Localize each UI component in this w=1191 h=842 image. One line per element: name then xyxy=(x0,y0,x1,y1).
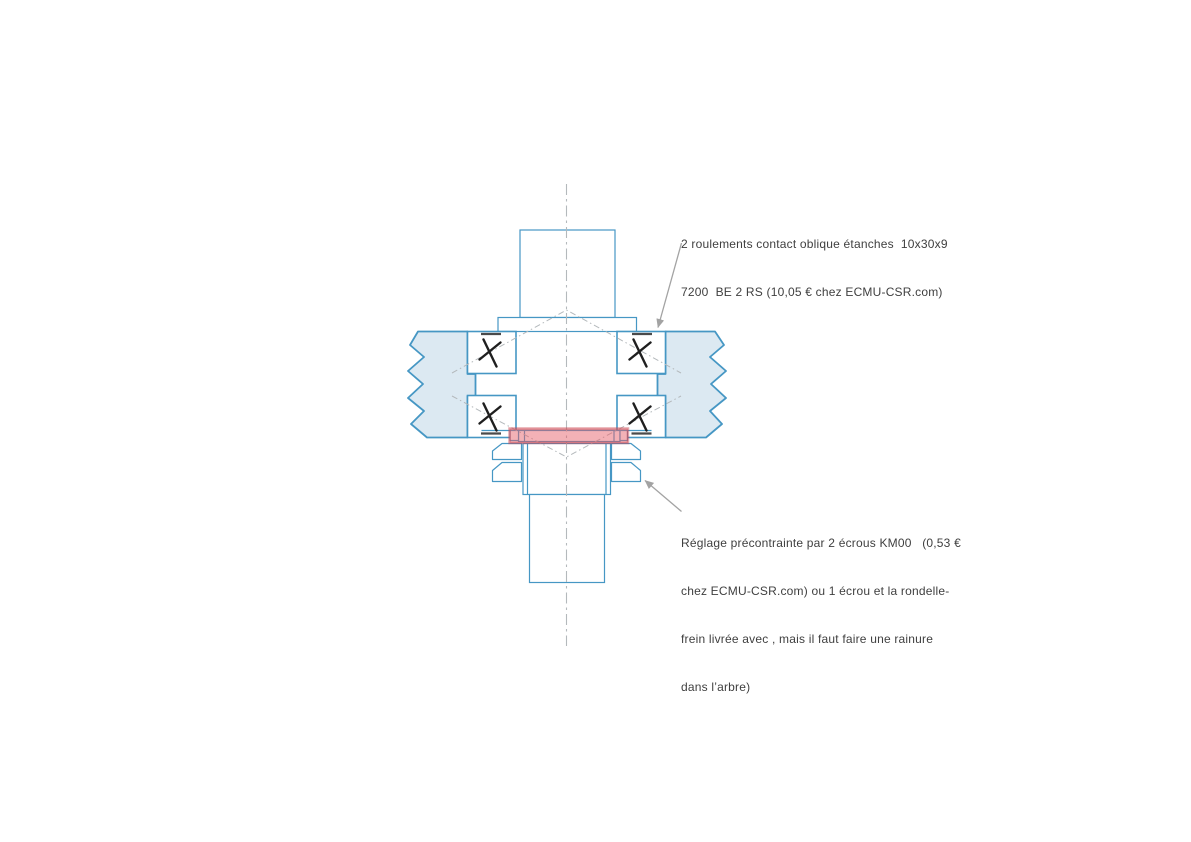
washer-highlight xyxy=(510,429,629,444)
annotation-bearings xyxy=(681,204,948,332)
nut-upper-right xyxy=(612,444,641,460)
annotation-bearings-line2: 7200 BE 2 RS (10,05 € chez ECMU-CSR.com) xyxy=(681,285,943,299)
annotation-bearings-line1: 2 roulements contact oblique étanches 10x30x9 xyxy=(681,237,948,251)
nut-lower-right xyxy=(612,463,641,482)
shaft-top xyxy=(520,230,615,318)
nut-lower-left xyxy=(493,463,522,482)
shaft-collar xyxy=(498,318,637,332)
annotation-preload-line4: dans l’arbre) xyxy=(681,680,751,694)
annotation-preload-line2: chez ECMU-CSR.com) ou 1 écrou et la rondelle- xyxy=(681,584,950,598)
bearing-top-left xyxy=(468,332,517,374)
leader-arrow-bearings xyxy=(658,243,682,328)
bearing-top-right xyxy=(617,332,666,374)
nut-upper-left xyxy=(493,444,522,460)
annotation-preload-line1: Réglage précontrainte par 2 écrous KM00 (0,53 € xyxy=(681,536,961,550)
housing-right xyxy=(658,332,727,438)
housing-left xyxy=(408,332,476,438)
leader-arrow-preload xyxy=(645,481,682,512)
annotation-preload-line3: frein livrée avec , mais il faut faire une rainure xyxy=(681,632,934,646)
annotation-preload xyxy=(681,503,961,727)
